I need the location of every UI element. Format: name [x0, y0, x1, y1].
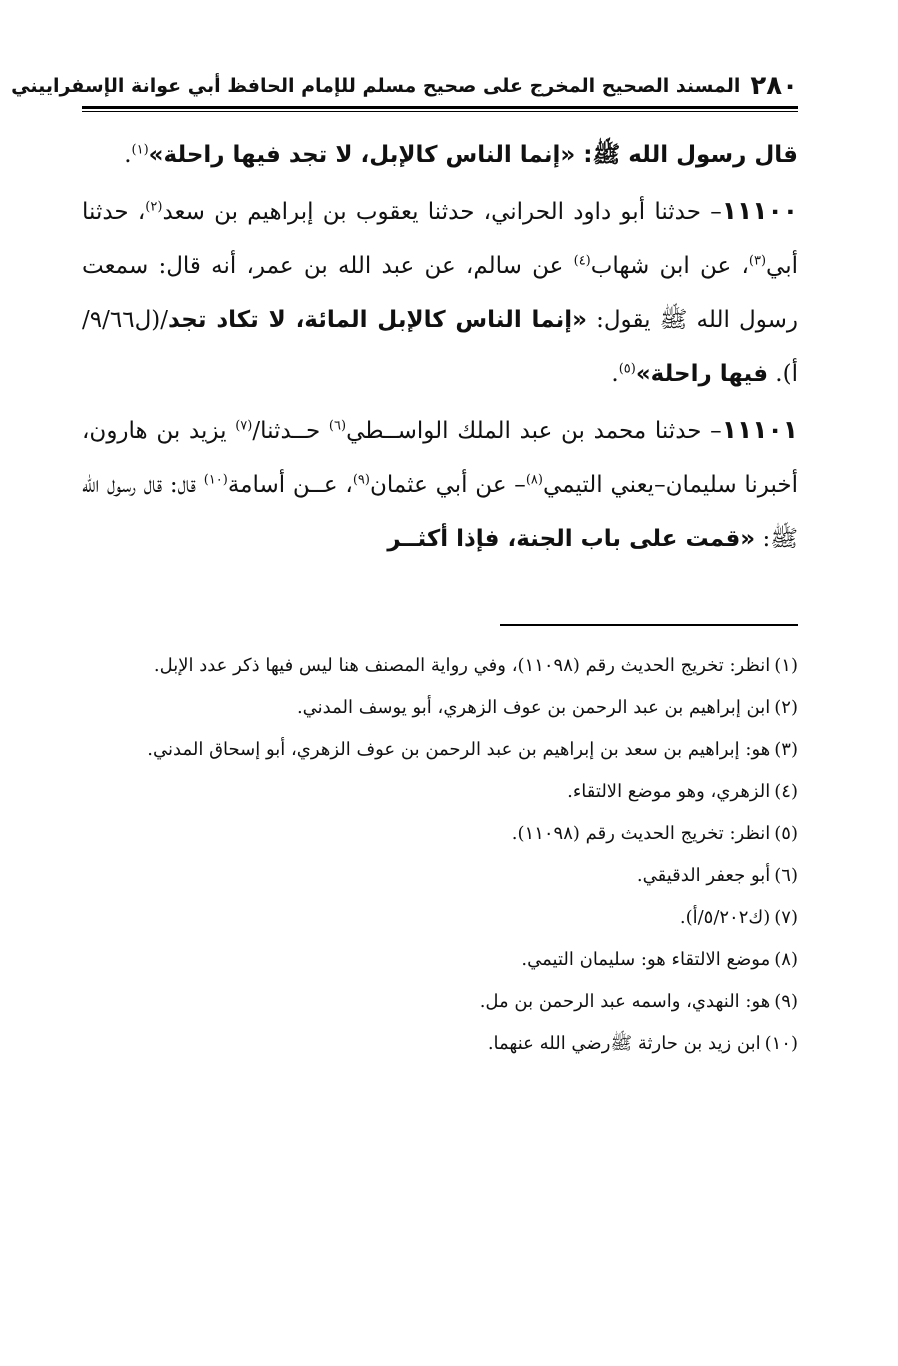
- paragraph-3: [82, 403, 798, 566]
- paragraph-2: [82, 184, 798, 401]
- footnote-ref: (٢): [145, 199, 163, 215]
- footnote-2: [82, 690, 798, 725]
- footnote-ref: (٥): [618, 361, 636, 377]
- footnote-text: موضع الالتقاء هو: سليمان التيمي.: [521, 949, 771, 970]
- p2-text-1: – حدثنا أبو داود الحراني، حدثنا يعقوب بن إبراهيم بن سعد: [162, 199, 722, 225]
- book-title: المسند الصحيح المخرج على صحيح مسلم للإمام الحافظ أبي عوانة الإسفراييني: [11, 75, 741, 97]
- footnote-4: [82, 774, 798, 809]
- p1-end: .: [124, 142, 132, 168]
- footnote-3: [82, 732, 798, 767]
- p2-quote-2: فيها راحلة»: [635, 361, 768, 387]
- page-number: ٢٨٠: [750, 71, 798, 101]
- footnote-label: (١): [774, 655, 798, 676]
- p3-quote: «قمت على باب الجنة، فإذا أكثــر: [387, 526, 756, 552]
- p2-manuscript-ref: /(ل٩/٦٦/أ).: [82, 307, 798, 387]
- hadith-number: ١١١٠١: [721, 415, 798, 444]
- footnote-label: (١٠): [764, 1033, 798, 1054]
- footnote-text: انظر: تخريج الحديث رقم (١١٠٩٨).: [511, 823, 771, 844]
- footnote-text: هو: إبراهيم بن سعد بن إبراهيم بن عبد الرحمن بن عوف الزهري، أبو إسحاق المدني.: [147, 739, 771, 760]
- footnote-label: (٣): [774, 739, 798, 760]
- footnote-text: هو: النهدي، واسمه عبد الرحمن بن مل.: [479, 991, 771, 1012]
- footnote-text: الزهري، وهو موضع الالتقاء.: [567, 781, 771, 802]
- paragraph-1: [82, 128, 798, 182]
- p1-intro: قال رسول الله ﷺ:: [575, 142, 798, 168]
- footnote-1: [82, 648, 798, 683]
- footnote-label: (٩): [774, 991, 798, 1012]
- p3-text-5: ، عــن أسامة: [227, 472, 353, 498]
- footnote-label: (٥): [774, 823, 798, 844]
- footnote-ref: (٧): [235, 418, 253, 434]
- p2-text-4: عن سالم، عن عبد الله بن عمر، أنه قال: سمعت رسول الله ﷺ يقول:: [82, 253, 798, 333]
- header-rule-thin: [82, 111, 798, 112]
- p3-text-3: يزيد بن هارون، أخبرنا سليمان–يعني التيمي: [82, 418, 798, 498]
- header-rule: [82, 106, 798, 109]
- footnote-label: (٢): [774, 697, 798, 718]
- p3-text-2: حــدثنا/: [252, 418, 329, 444]
- footnote-ref: (٩): [352, 472, 370, 488]
- footnote-label: (٦): [774, 865, 798, 886]
- footnote-ref: (٦): [328, 418, 347, 434]
- footnote-ref: (٨): [525, 472, 543, 488]
- p2-quote-1: «إنما الناس كالإبل المائة، لا تكاد تجد: [168, 307, 587, 333]
- footnote-text: أبو جعفر الدقيقي.: [636, 865, 771, 886]
- footnote-text: (ك٥/٢٠٢/أ).: [679, 907, 771, 928]
- footnote-5: [82, 816, 798, 851]
- p2-text-2: ، حدثنا أبي: [82, 199, 798, 279]
- p2-text-3: ، عن ابن شهاب: [590, 253, 749, 279]
- running-header: [11, 66, 798, 106]
- footnote-text: ابن زيد بن حارثة ﷺرضي الله عنهما.: [487, 1033, 761, 1054]
- p3-text-4: – عن أبي عثمان: [369, 472, 526, 498]
- footnote-label: (٨): [774, 949, 798, 970]
- main-text: [82, 128, 798, 566]
- footnote-ref: (٣): [748, 253, 767, 269]
- footnote-ref: (٤): [573, 253, 591, 269]
- footnote-9: [82, 984, 798, 1019]
- footnote-8: [82, 942, 798, 977]
- footnote-6: [82, 858, 798, 893]
- footnote-text: ابن إبراهيم بن عبد الرحمن بن عوف الزهري، أبو يوسف المدني.: [296, 697, 771, 718]
- footnote-10: [82, 1026, 798, 1061]
- p3-text-6: قال: قال رسول الله ﷺ:: [82, 472, 798, 552]
- footnote-7: [82, 900, 798, 935]
- p3-text-1: – حدثنا محمد بن عبد الملك الواســطي: [346, 418, 722, 444]
- hadith-number: ١١١٠٠: [721, 196, 798, 225]
- footnote-separator: [500, 624, 798, 626]
- footnote-label: (٧): [774, 907, 798, 928]
- footnotes: [82, 648, 798, 1068]
- p1-quote: «إنما الناس كالإبل، لا تجد فيها راحلة»: [148, 142, 576, 168]
- footnote-text: انظر: تخريج الحديث رقم (١١٠٩٨)، وفي رواية المصنف هنا ليس فيها ذكر عدد الإبل.: [153, 655, 771, 676]
- footnote-ref: (١): [131, 142, 149, 158]
- p2-end: .: [611, 361, 619, 387]
- footnote-ref: (١٠): [203, 472, 228, 488]
- footnote-label: (٤): [774, 781, 798, 802]
